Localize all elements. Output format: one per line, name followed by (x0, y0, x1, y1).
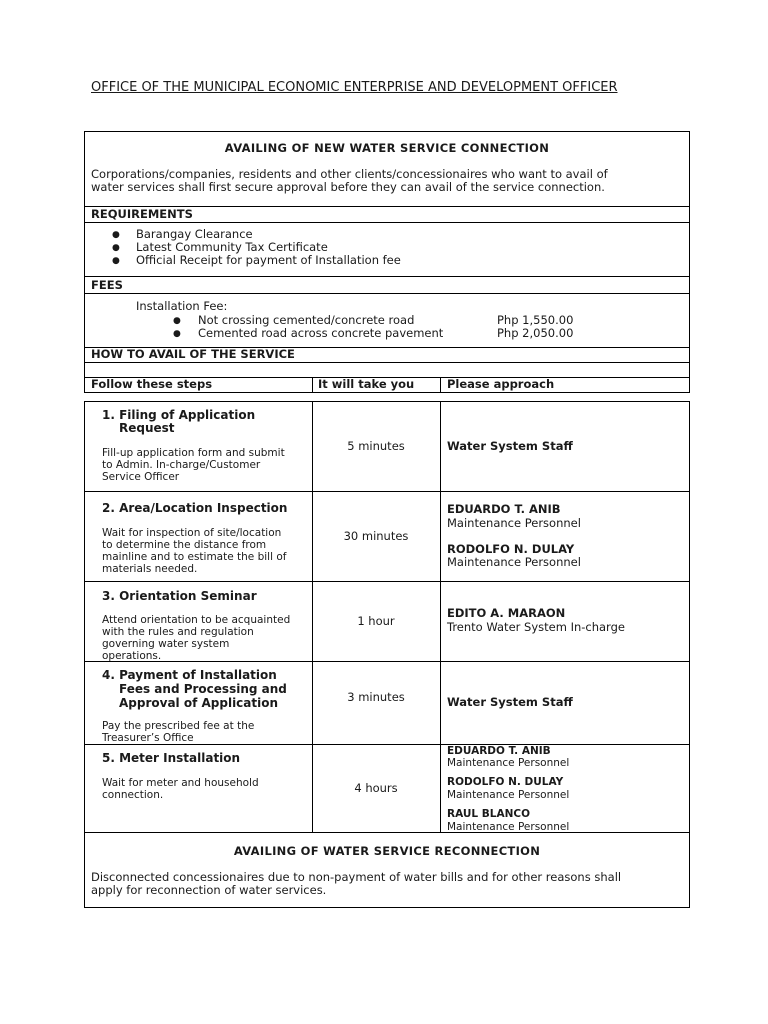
approach-name: EDUARDO T. ANIB (447, 745, 551, 757)
step-description: Wait for inspection of site/location (102, 527, 282, 539)
column-header-steps: Follow these steps (91, 377, 213, 391)
requirement-item: Official Receipt for payment of Installation fee (136, 253, 401, 267)
step-title: 5. Meter Installation (102, 751, 241, 765)
approach-role: Maintenance Personnel (447, 757, 570, 769)
approach-role: Maintenance Personnel (447, 821, 570, 833)
approach-role: Maintenance Personnel (447, 516, 581, 530)
step-time: 5 minutes (347, 439, 405, 453)
step-description: to Admin. In-charge/Customer (102, 459, 261, 471)
reconnection-text: apply for reconnection of water services. (91, 883, 327, 897)
step-description: connection. (102, 789, 164, 801)
step-title: Fees and Processing and (119, 682, 287, 696)
requirement-item: Latest Community Tax Certificate (136, 240, 328, 254)
bullet-icon: ● (173, 316, 181, 326)
step-description: Service Officer (102, 471, 180, 483)
row-divider (84, 661, 690, 662)
column-divider (440, 377, 441, 393)
approach-role: Trento Water System In-charge (447, 620, 625, 634)
office-title: OFFICE OF THE MUNICIPAL ECONOMIC ENTERPRISE AND DEVELOPMENT OFFICER (91, 80, 618, 95)
step-title: Request (119, 421, 175, 435)
intro-text: water services shall first secure approval before they can avail of the service connection. (91, 180, 605, 194)
approach-name: EDITO A. MARAON (447, 606, 566, 620)
step-time: 30 minutes (343, 529, 409, 543)
divider (84, 362, 690, 363)
row-divider (84, 581, 690, 582)
column-header-approach: Please approach (447, 377, 555, 391)
step-description: Treasurer’s Office (102, 732, 194, 744)
bullet-icon: ● (112, 230, 120, 240)
approach-name: RAUL BLANCO (447, 808, 531, 820)
step-description: operations. (102, 650, 162, 662)
divider (84, 222, 690, 223)
fee-amount: Php 2,050.00 (497, 326, 574, 340)
approach-name: RODOLFO N. DULAY (447, 776, 564, 788)
approach-name: Water System Staff (447, 439, 573, 453)
step-time: 3 minutes (347, 690, 405, 704)
requirements-heading: REQUIREMENTS (91, 207, 193, 221)
bullet-icon: ● (112, 256, 120, 266)
divider (84, 293, 690, 294)
column-header-time: It will take you (318, 377, 415, 391)
step-title: 2. Area/Location Inspection (102, 501, 288, 515)
step-description: mainline and to estimate the bill of (102, 551, 287, 563)
row-divider (84, 744, 690, 745)
row-divider (84, 491, 690, 492)
step-title: 1. Filing of Application (102, 408, 256, 422)
intro-text: Corporations/companies, residents and other clients/concessionaires who want to avail of (91, 167, 608, 181)
fees-heading: FEES (91, 278, 123, 292)
approach-role: Maintenance Personnel (447, 789, 570, 801)
step-description: governing water system (102, 638, 230, 650)
installation-fee-label: Installation Fee: (136, 299, 228, 313)
step-description: with the rules and regulation (102, 626, 254, 638)
approach-name: RODOLFO N. DULAY (447, 542, 575, 556)
approach-name: EDUARDO T. ANIB (447, 502, 561, 516)
approach-role: Maintenance Personnel (447, 555, 581, 569)
step-description: Attend orientation to be acquainted (102, 614, 291, 626)
step-time: 4 hours (354, 781, 398, 795)
step-time: 1 hour (357, 614, 395, 628)
reconnection-text: Disconnected concessionaires due to non-payment of water bills and for other reasons shall (91, 870, 622, 884)
section-title-new-connection: AVAILING OF NEW WATER SERVICE CONNECTION (224, 141, 550, 155)
column-divider (312, 377, 313, 393)
section-title-reconnection: AVAILING OF WATER SERVICE RECONNECTION (233, 844, 541, 858)
step-description: to determine the distance from (102, 539, 267, 551)
column-divider (440, 401, 441, 833)
step-title: 4. Payment of Installation (102, 668, 277, 682)
requirement-item: Barangay Clearance (136, 227, 253, 241)
bullet-icon: ● (173, 329, 181, 339)
step-title: Approval of Application (119, 696, 279, 710)
approach-name: Water System Staff (447, 695, 573, 709)
step-description: Fill-up application form and submit (102, 447, 285, 459)
fee-amount: Php 1,550.00 (497, 313, 574, 327)
fee-description: Not crossing cemented/concrete road (198, 313, 415, 327)
how-to-heading: HOW TO AVAIL OF THE SERVICE (91, 347, 295, 361)
step-title: 3. Orientation Seminar (102, 589, 257, 603)
step-description: Wait for meter and household (102, 777, 259, 789)
bullet-icon: ● (112, 243, 120, 253)
fee-description: Cemented road across concrete pavement (198, 326, 444, 340)
step-description: materials needed. (102, 563, 198, 575)
step-description: Pay the prescribed fee at the (102, 720, 255, 732)
divider (84, 276, 690, 277)
